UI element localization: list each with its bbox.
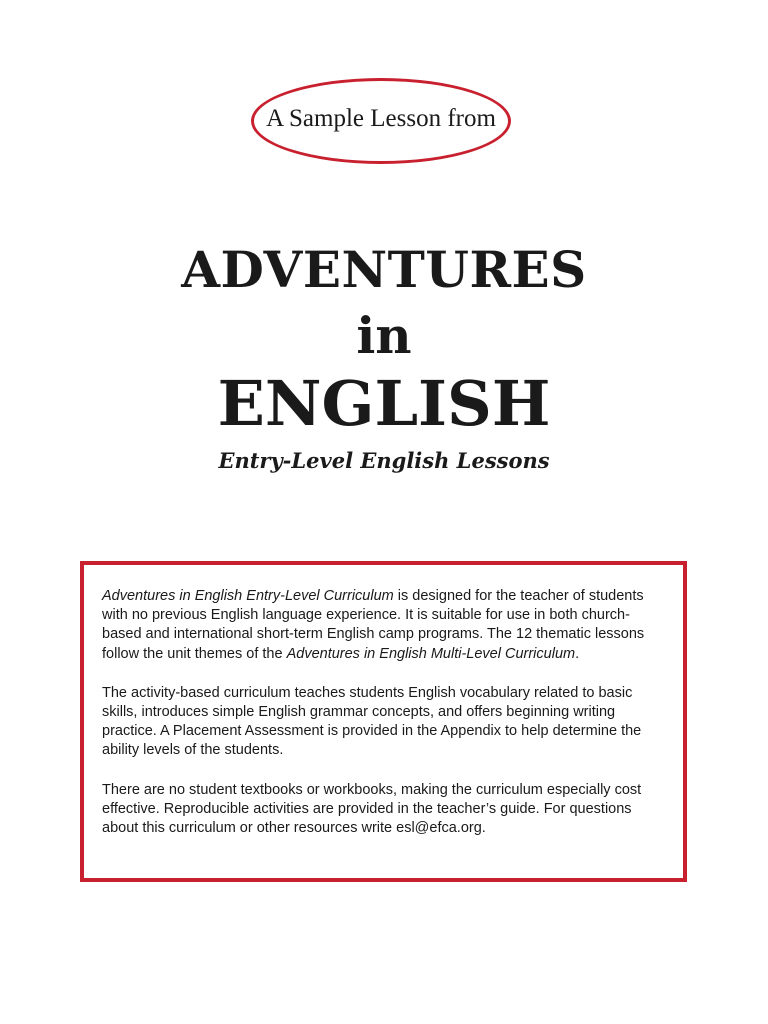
description-paragraph-1: [102, 587, 663, 664]
description-text-1a: is designed for the teacher of students with no previous English language experience. It is suitable for use in both church-based and international short-term English camp programs. The 12 thematic lessons follow the unit themes of the: [102, 588, 645, 662]
sample-lesson-oval: [251, 78, 511, 164]
description-paragraph-2: The activity-based curriculum teaches students English vocabulary related to basic skills, introduces simple English grammar concepts, and offers beginning writing practice. A Placement Assessment is provided in the Appendix to help determine the ability levels of the students.: [102, 684, 642, 759]
sample-lesson-label: A Sample Lesson from: [266, 105, 496, 132]
title-english: ENGLISH: [217, 367, 551, 440]
title-in: in: [356, 306, 412, 365]
multi-level-name-italic: Adventures in English Multi-Level Curriculum: [286, 645, 576, 662]
description-text-1b: .: [575, 645, 580, 662]
subtitle: Entry-Level English Lessons: [218, 448, 550, 473]
curriculum-name-italic: Adventures in English Entry-Level Curriculum: [102, 588, 394, 604]
title-adventures: ADVENTURES: [181, 240, 587, 299]
description-paragraph-3: There are no student textbooks or workbooks, making the curriculum especially cost effective. Reproducible activities are provided in the teacher’s guide. For questions about this curriculum or other resources write esl@efca.org.: [102, 781, 642, 837]
description-box: [80, 561, 687, 882]
